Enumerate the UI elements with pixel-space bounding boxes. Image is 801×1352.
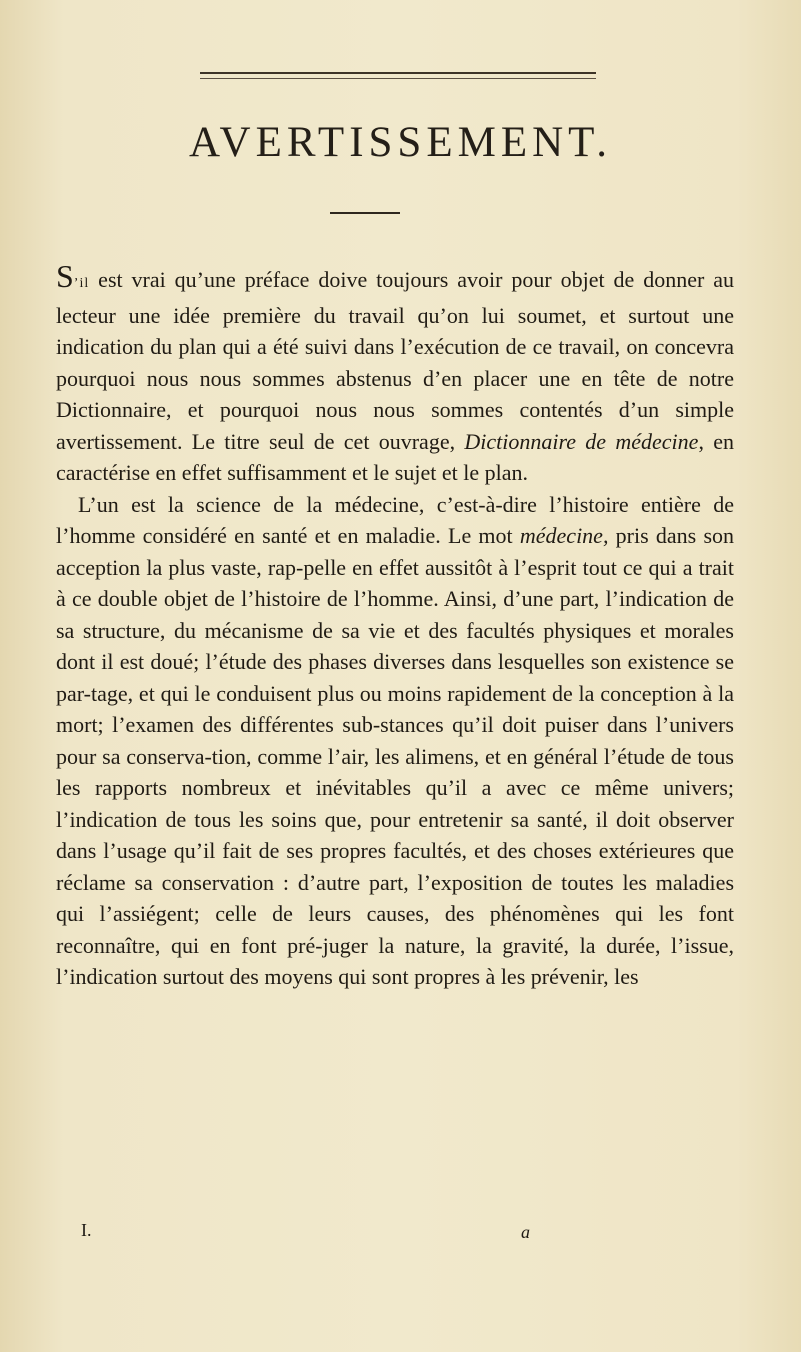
volume-number: I. [81, 1220, 92, 1240]
dropcap: S [56, 258, 74, 294]
paragraph-2-start: L’un est la science de la médecine, c’est-à-dire l’histoire entière de l’homme considéré en santé et en maladie. Le mot [56, 491, 734, 548]
paragraph-1 [56, 258, 735, 489]
signature-mark: a [521, 1222, 530, 1242]
title-underline [330, 212, 400, 214]
paragraph-1-title-italic: Dictionnaire de médecine [464, 428, 699, 454]
paragraph-2-end: pris dans son acception la plus vaste, rap-pelle en effet aussitôt à l’esprit tout ce qui a trait à ce double objet de l’histoire de l’homme. Ainsi, d’une part, l’indication de sa structure, du mécanisme de sa vie et des facultés physiques et morales dont il est doué; l’étude des phases diverses dans lesquelles son existence se par-tage, et qui le conduisent plus ou moins rapidement de la conception à la mort; l’examen des différentes sub-stances qu’il doit puiser dans l’univers pour sa conserva-tion, comme l’air, les alimens, et en général l’étude de tous les rapports nombreux et inévitables qu’il a avec ce même univers; l’indication de tous les soins que, pour entretenir sa santé, il doit observer dans l’usage qu’il fait de ses propres facultés, et des choses extérieures que réclame sa conservation : d’autre part, l’exposition de toutes les maladies qui l’assiégent; celle de leurs causes, des phénomènes qui les font reconnaître, qui en font pré-juger la nature, la gravité, la durée, l’issue, l’indication surtout des moyens qui sont propres à les prévenir, les [56, 523, 735, 989]
opening-smallcaps: ’il [73, 276, 90, 291]
header-rule-thick [200, 72, 596, 74]
page-title: AVERTISSEMENT. [189, 119, 612, 166]
paragraph-1-end: , en caractérise en effet suffisamment et le sujet et le plan. [56, 428, 735, 485]
header-rule-thin [200, 78, 596, 79]
paragraph-2 [56, 489, 734, 993]
paragraph-1-text: est vrai qu’une préface doive toujours avoir pour objet de donner au lecteur une idée première du travail qu’on lui soumet, et surtout une indication du plan qui a été suivi dans l’exécution de ce travail, on concevra pourquoi nous nous sommes abstenus d’en placer une en tête de notre Dictionnaire, et pourquoi nous nous sommes contentés d’un simple avertissement. Le titre seul de cet ouvrage, [56, 267, 734, 454]
paragraph-2-italic: médecine, [519, 523, 609, 548]
body-text [56, 258, 735, 993]
